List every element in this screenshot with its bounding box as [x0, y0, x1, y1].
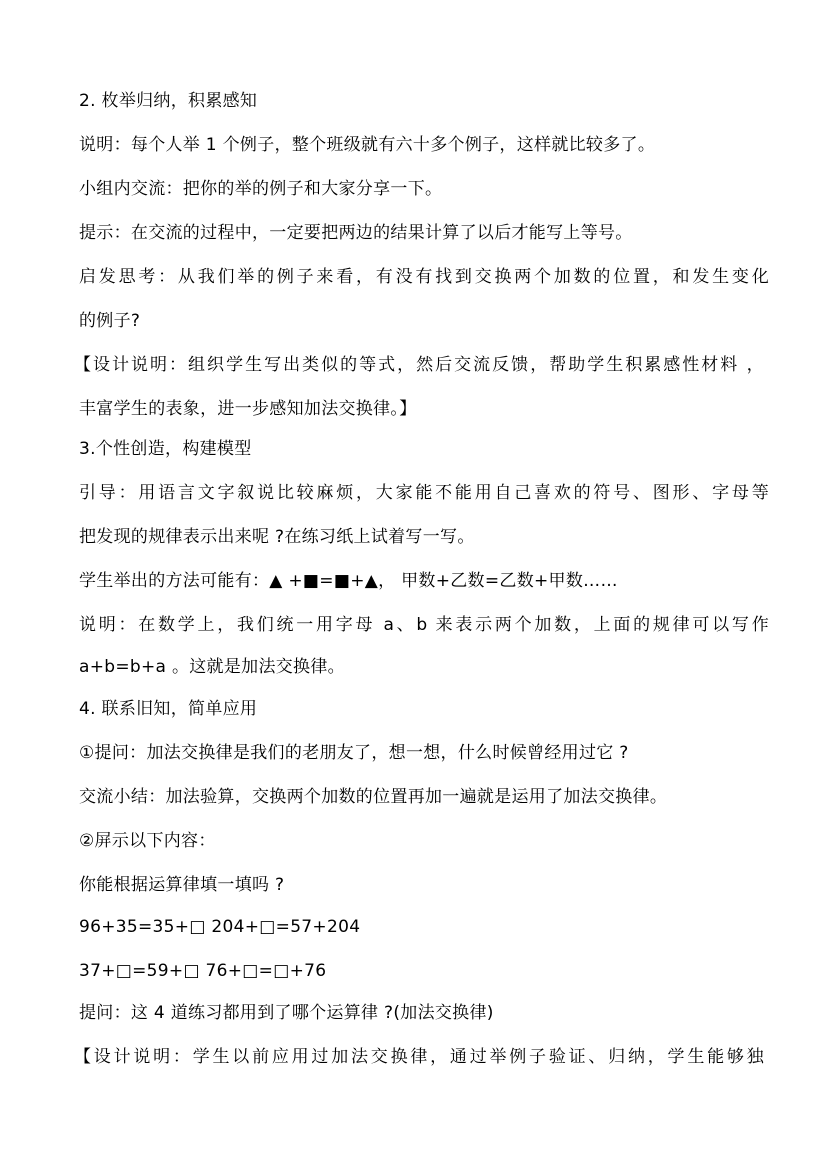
paragraph-line: 的例子? [79, 311, 141, 331]
exercise-line: 96+35=35+□ 204+□=57+204 [79, 917, 361, 937]
section-heading-3: 3.个性创造，构建模型 [79, 439, 252, 459]
paragraph-line: 说明：每个人举 1 个例子，整个班级就有六十多个例子，这样就比较多了。 [79, 135, 656, 155]
section-heading-2: 2. 枚举归纳，积累感知 [79, 91, 258, 111]
paragraph-line: 学生举出的方法可能有：▲ +■=■+▲， 甲数+乙数=乙数+甲数…… [79, 571, 618, 591]
paragraph-line: 交流小结：加法验算，交换两个加数的位置再加一遍就是运用了加法交换律。 [79, 787, 668, 807]
paragraph-line: 说明：在数学上，我们统一用字母 a、b 来表示两个加数，上面的规律可以写作 [79, 615, 769, 635]
section-heading-4: 4. 联系旧知，简单应用 [79, 699, 258, 719]
paragraph-line: 你能根据运算律填一填吗 ? [79, 875, 285, 895]
paragraph-line: 提示：在交流的过程中，一定要把两边的结果计算了以后才能写上等号。 [79, 223, 633, 243]
paragraph-line: 小组内交流：把你的举的例子和大家分享一下。 [79, 179, 443, 199]
paragraph-line: ②屏示以下内容： [79, 831, 216, 851]
paragraph-line: 提问：这 4 道练习都用到了哪个运算律 ?(加法交换律) [79, 1003, 494, 1023]
paragraph-line: ①提问：加法交换律是我们的老朋友了，想一想，什么时候曾经用过它 ? [79, 743, 629, 763]
design-note-line: 【设计说明：学生以前应用过加法交换律，通过举例子验证、归纳，学生能够独 [74, 1047, 764, 1067]
paragraph-line: a+b=b+a 。这就是加法交换律。 [79, 657, 345, 677]
design-note-line: 丰富学生的表象，进一步感知加法交换律。】 [79, 399, 417, 419]
exercise-line: 37+□=59+□ 76+□=□+76 [79, 961, 327, 981]
paragraph-line: 把发现的规律表示出来呢 ?在练习纸上试着写一写。 [79, 527, 475, 547]
design-note-line: 【设计说明：组织学生写出类似的等式，然后交流反馈，帮助学生积累感性材料 ， [74, 355, 764, 375]
paragraph-line: 引导：用语言文字叙说比较麻烦，大家能不能用自己喜欢的符号、图形、字母等 [79, 483, 769, 503]
paragraph-line: 启发思考：从我们举的例子来看，有没有找到交换两个加数的位置，和发生变化 [79, 267, 769, 287]
